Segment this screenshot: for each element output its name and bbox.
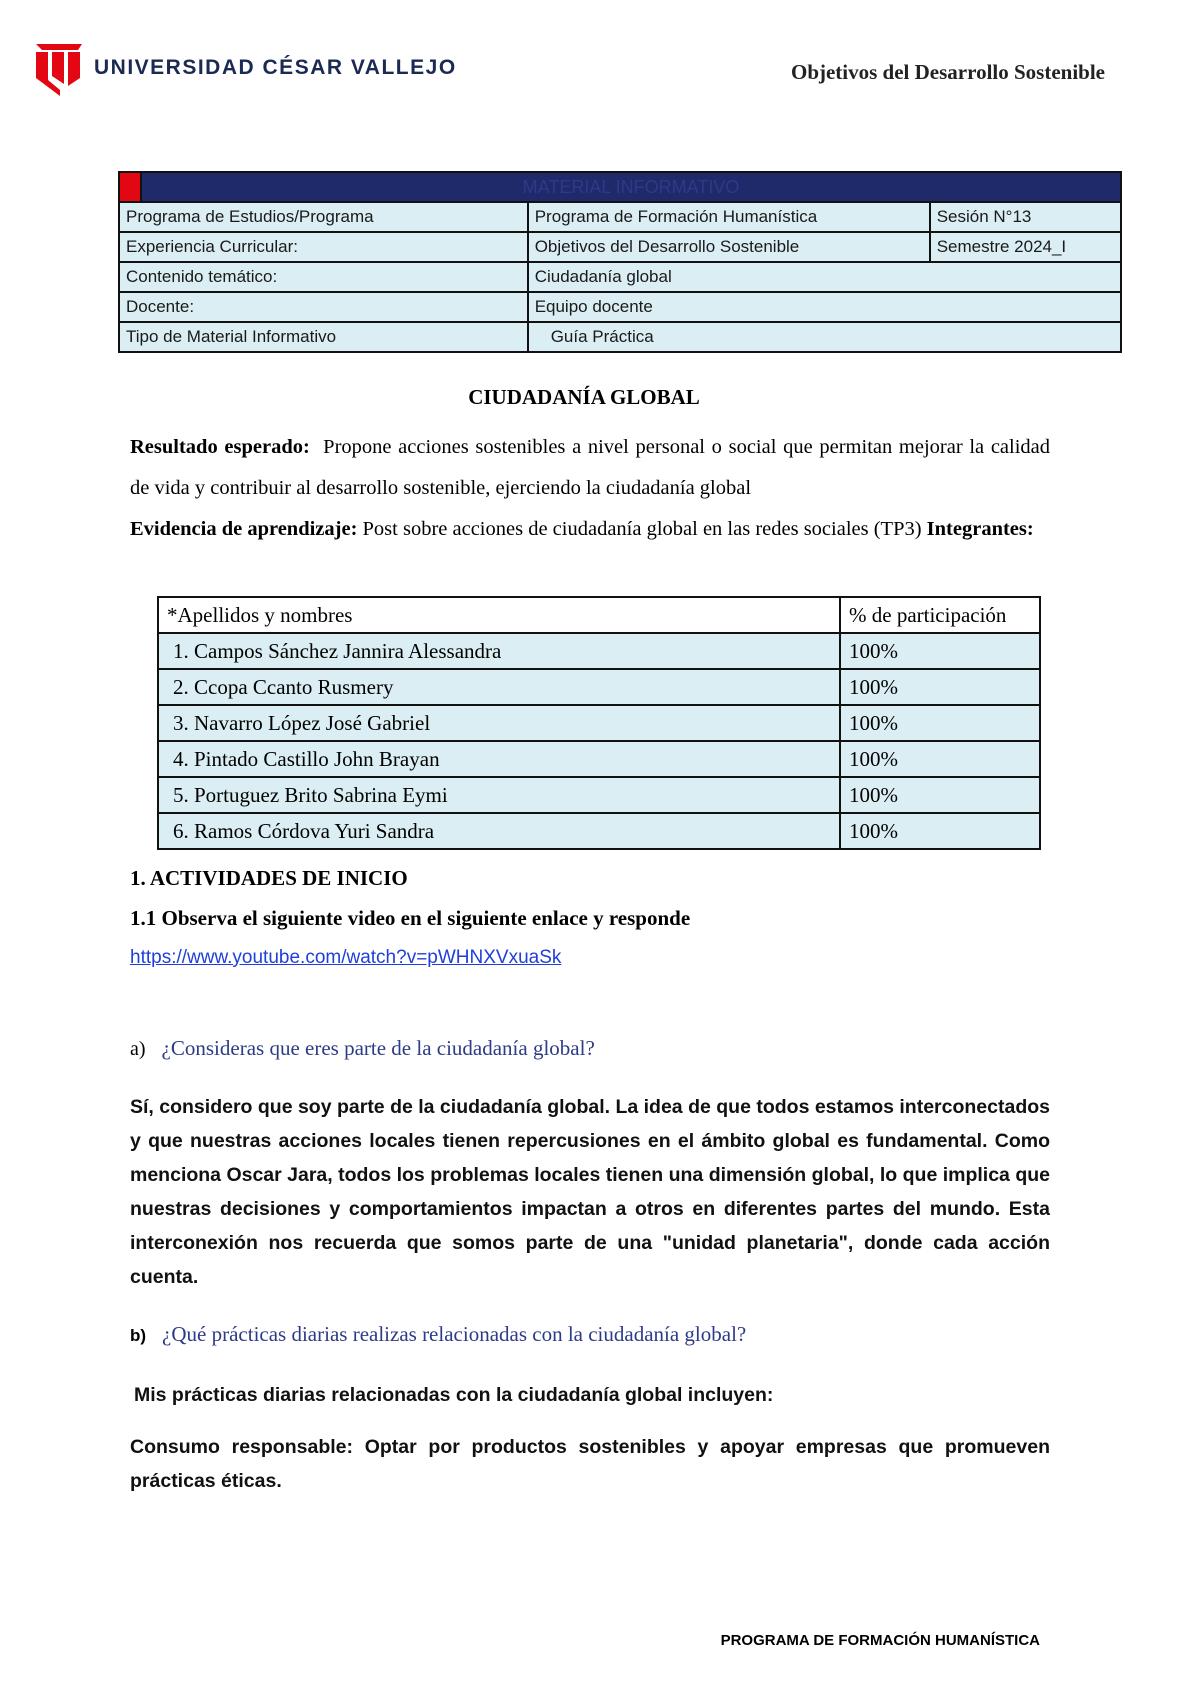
result-text: Propone acciones sostenibles a nivel personal o social que permitan mejorar la calidad de vida y contribuir al desarrollo sostenible, ejerciendo la ciudadanía global <box>130 436 1051 499</box>
answer-b-item: Consumo responsable: Optar por productos sostenibles y apoyar empresas que promueven prácticas éticas. <box>130 1436 1050 1492</box>
info-value: Objetivos del Desarrollo Sostenible <box>528 232 930 262</box>
info-row <box>119 232 1121 262</box>
question-a-text: ¿Consideras que eres parte de la ciudadanía global? <box>161 1036 595 1060</box>
question-b-text: ¿Qué prácticas diarias realizas relacionadas con la ciudadanía global? <box>162 1322 747 1346</box>
evidence-label: Evidencia de aprendizaje: <box>130 518 358 540</box>
info-value: Equipo docente <box>528 292 1121 322</box>
table-row <box>158 813 1040 849</box>
table-row <box>158 633 1040 669</box>
info-row <box>119 262 1121 292</box>
member-name: 1. Campos Sánchez Jannira Alessandra <box>158 633 840 669</box>
subsection-title: 1.1 Observa el siguiente video en el siguiente enlace y responde <box>130 906 691 930</box>
table-row <box>158 777 1040 813</box>
question-b <box>130 1322 746 1347</box>
question-a-letter: a) <box>130 1038 146 1060</box>
video-link[interactable]: https://www.youtube.com/watch?v=pWHNXVxuaSk <box>130 947 562 968</box>
answer-a: Sí, considero que soy parte de la ciudadanía global. La idea de que todos estamos interconectados y que nuestras acciones locales tienen repercusiones en el ámbito global es fundamental. Como menciona Oscar Jara, todos los problemas locales tienen una dimensión global, lo que implica que nuestras decisiones y comportamientos impactan a otros en diferentes partes del mundo. Esta interconexión nos recuerda que somos parte de una "unidad planetaria", donde cada acción cuenta. <box>130 1096 1050 1288</box>
member-pct: 100% <box>840 741 1040 777</box>
member-name: 6. Ramos Córdova Yuri Sandra <box>158 813 840 849</box>
member-pct: 100% <box>840 669 1040 705</box>
section-title: 1. ACTIVIDADES DE INICIO <box>130 866 408 890</box>
info-label: Docente: <box>119 292 528 322</box>
course-title: Objetivos del Desarrollo Sostenible <box>790 60 1105 84</box>
table-row <box>158 741 1040 777</box>
answer-b-intro: Mis prácticas diarias relacionadas con la ciudadanía global incluyen: <box>134 1384 774 1406</box>
university-logo <box>34 40 84 96</box>
page-title: CIUDADANÍA GLOBAL <box>468 385 700 409</box>
learning-evidence <box>130 509 1050 550</box>
members-label: Integrantes: <box>926 518 1034 540</box>
evidence-text: Post sobre acciones de ciudadanía global en las redes sociales (TP3) <box>362 518 922 540</box>
members-header-row <box>158 597 1040 633</box>
member-name: 2. Ccopa Ccanto Rusmery <box>158 669 840 705</box>
members-header-pct: % de participación <box>840 597 1040 633</box>
members-table <box>157 596 1041 850</box>
table-row <box>158 705 1040 741</box>
info-label: Tipo de Material Informativo <box>119 322 528 352</box>
info-value: Programa de Formación Humanística <box>528 202 930 232</box>
expected-result <box>130 427 1050 509</box>
university-name: UNIVERSIDAD CÉSAR VALLEJO <box>94 56 457 79</box>
info-table <box>118 171 1122 353</box>
info-row <box>119 292 1121 322</box>
info-value: Guía Práctica <box>528 322 1121 352</box>
footer-text: PROGRAMA DE FORMACIÓN HUMANÍSTICA <box>720 1632 1040 1649</box>
info-value: Ciudadanía global <box>528 262 1121 292</box>
question-b-letter: b) <box>130 1326 147 1345</box>
table-row <box>158 669 1040 705</box>
info-label: Experiencia Curricular: <box>119 232 528 262</box>
member-name: 4. Pintado Castillo John Brayan <box>158 741 840 777</box>
info-extra: Semestre 2024_I <box>930 232 1121 262</box>
result-label: Resultado esperado: <box>130 436 310 458</box>
members-header-name: *Apellidos y nombres <box>158 597 840 633</box>
info-label: Programa de Estudios/Programa <box>119 202 528 232</box>
member-name: 5. Portuguez Brito Sabrina Eymi <box>158 777 840 813</box>
member-pct: 100% <box>840 705 1040 741</box>
member-pct: 100% <box>840 777 1040 813</box>
info-row <box>119 202 1121 232</box>
info-table-header: MATERIAL INFORMATIVO <box>141 172 1121 202</box>
question-a <box>130 1036 595 1061</box>
member-pct: 100% <box>840 633 1040 669</box>
info-extra: Sesión N°13 <box>930 202 1121 232</box>
info-label: Contenido temático: <box>119 262 528 292</box>
member-name: 3. Navarro López José Gabriel <box>158 705 840 741</box>
red-marker <box>119 172 141 202</box>
member-pct: 100% <box>840 813 1040 849</box>
info-row <box>119 322 1121 352</box>
